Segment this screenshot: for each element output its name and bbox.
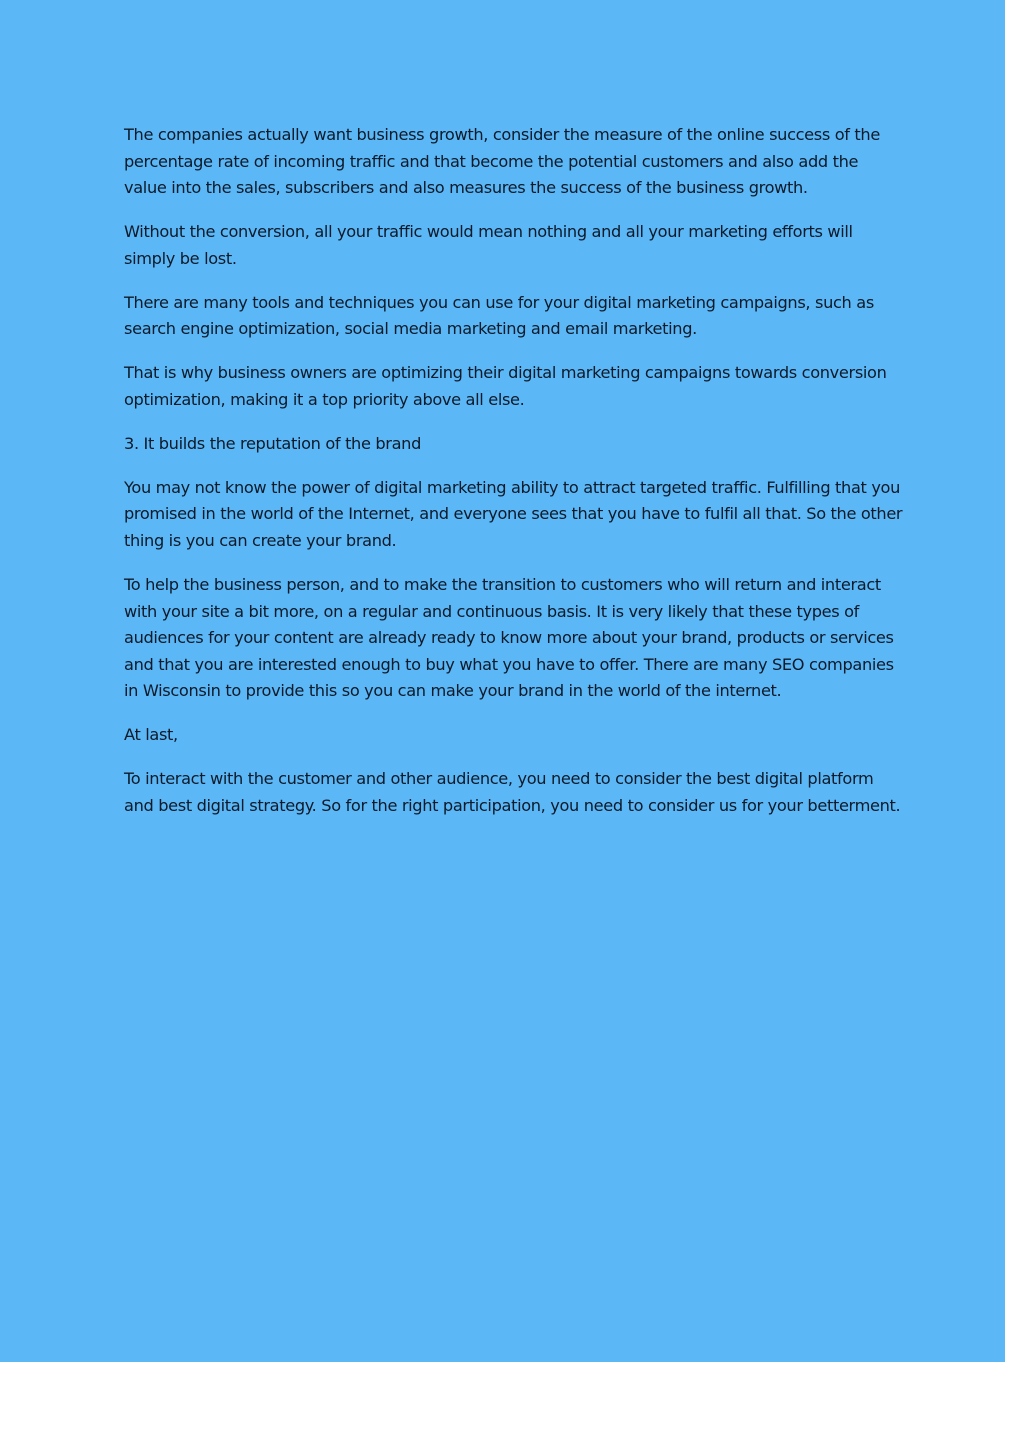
paragraph-customer-transition: To help the business person, and to make the transition to customers who will return and interact with your site a bit more, on a regular and continuous basis. It is very likely that these types of audiences for your content are already ready to know more about your brand, products or services and that you are interested enough to buy what you have to offer. There are many SEO companies in Wisconsin to provide this so you can make your brand in the world of the internet. bbox=[124, 575, 894, 701]
document-body bbox=[124, 122, 904, 837]
paragraph-targeted-traffic: You may not know the power of digital marketing ability to attract targeted traffic. Fulfilling that you promised in the world of the Internet, and everyone sees that you have to fulfil all that. So the other thing is you can create your brand. bbox=[124, 477, 903, 551]
section-heading-brand-reputation: 3. It builds the reputation of the brand bbox=[124, 433, 422, 453]
paragraph-tools-techniques: There are many tools and techniques you can use for your digital marketing campaigns, such as search engine optimization, social media marketing and email marketing. bbox=[124, 292, 874, 339]
paragraph-conversion: Without the conversion, all your traffic would mean nothing and all your marketing efforts will simply be lost. bbox=[124, 222, 853, 268]
paragraph-conversion-optimization: That is why business owners are optimizing their digital marketing campaigns towards conversion optimization, making it a top priority above all else. bbox=[124, 363, 887, 409]
paragraph-conclusion: To interact with the customer and other audience, you need to consider the best digital platform and best digital strategy. So for the right participation, you need to consider us for your betterment. bbox=[124, 769, 901, 815]
paragraph-at-last: At last, bbox=[124, 725, 178, 745]
paragraph-business-growth: The companies actually want business growth, consider the measure of the online success of the percentage rate of incoming traffic and that become the potential customers and also add the value into the sales, subscribers and also measures the success of the business growth. bbox=[124, 125, 880, 198]
